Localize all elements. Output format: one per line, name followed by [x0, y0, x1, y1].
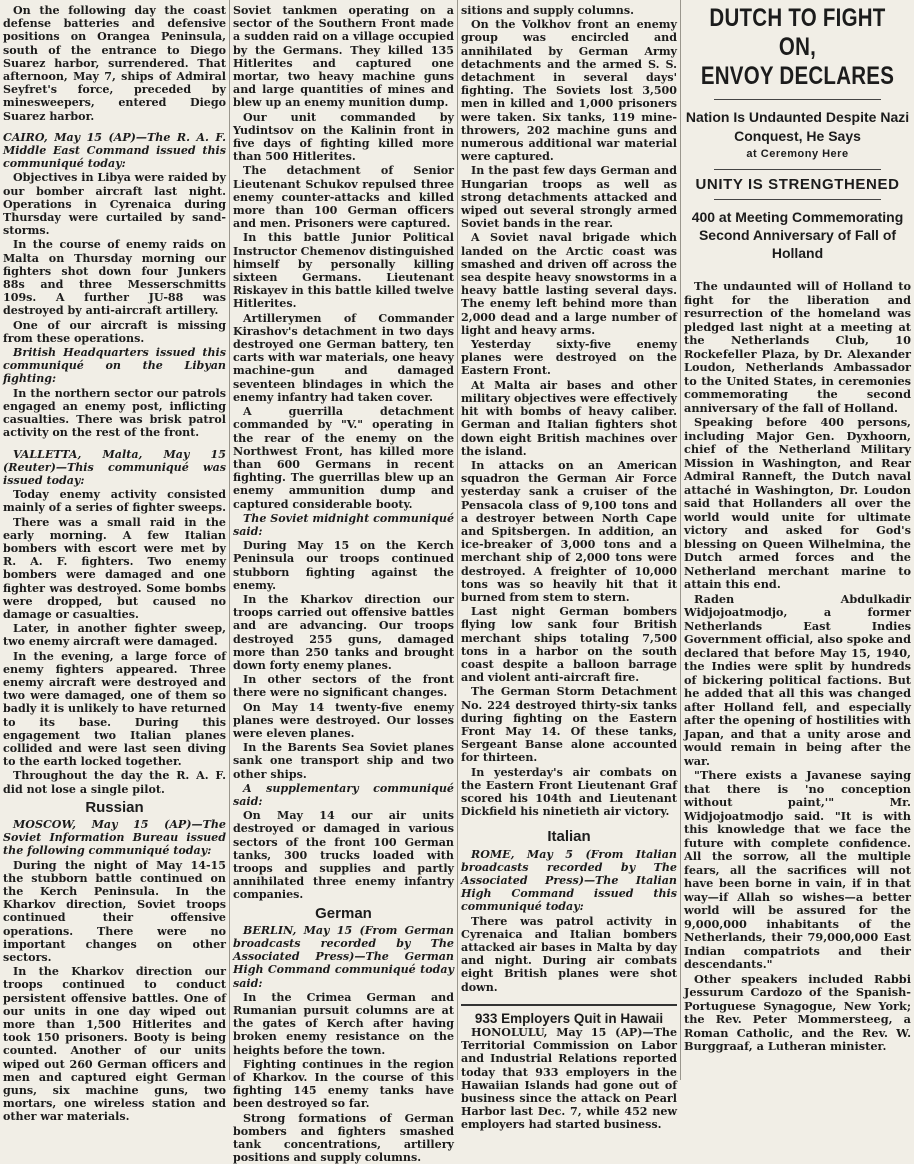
deck-headline: UNITY IS STRENGTHENED	[695, 176, 900, 194]
divider	[461, 1004, 677, 1006]
paragraph: The German Storm Detachment No. 224 destroyed thirty-six tanks during fighting on the Eastern Front May 14. Of these tanks, Sergeant Banse alone accounted for thirteen.	[461, 685, 677, 765]
dateline: MOSCOW, May 15 (AP)—The Soviet Information Bureau issued the following communiqué today:	[3, 817, 226, 858]
main-headline	[688, 4, 907, 91]
section-heading: Italian	[547, 828, 591, 846]
paragraph: In the northern sector our patrols engaged an enemy post, inflicting casualties. There was brisk patrol activity on the rest of the front.	[3, 386, 226, 440]
paragraph: In the Kharkov direction our troops continued to conduct persistent offensive battles. One of our units in one day wiped out more than 1,500 Hitlerites and took 150 prisoners. Booty is being counted. Another of our units wiped out 260 German officers and men and captured eight German guns, six machine guns, two mortars, one wireless station and other war materials.	[3, 965, 226, 1124]
headline-line: ENVOY DECLARES	[700, 62, 895, 90]
paragraph: Fighting continues in the region of Kharkov. In the course of this fighting 145 enemy tanks have been destroyed so far.	[233, 1057, 454, 1111]
paragraph: On May 14 our air units destroyed or damaged in various sectors of the front 100 German tanks, 300 trucks loaded with troops and supplies and partly annihilated three enemy infantry companies.	[233, 809, 454, 902]
paragraph: A Soviet naval brigade which landed on the Arctic coast was smashed and driven off across the sea despite heavy snowstorms in a heavy battle lasting several days. The enemy left behind more than 2,000 dead and a large number of light and heavy arms.	[461, 231, 677, 337]
column-4	[681, 0, 914, 1080]
paragraph: Later, in another fighter sweep, two enemy aircraft were damaged.	[3, 622, 226, 649]
story-headline: 933 Employers Quit in Hawaii	[474, 1010, 664, 1026]
dateline: VALLETTA, Malta, May 15 (Reuter)—This communiqué was issued today:	[3, 447, 226, 487]
column-3	[458, 0, 680, 1132]
paragraph: The detachment of Senior Lieutenant Schukov repulsed three enemy counter-attacks and killed more than 100 German officers and men. Prisoners were captured.	[233, 164, 454, 231]
paragraph: Raden Abdulkadir Widjojoatmodjo, a former Netherlands East Indies Government official, also spoke and declared that before May 15, 1940, the Indies were split by hundreds of bickering political factions. But he added that all this was changed after Holland fell, and especially after the opening of hostilities with Japan, and that a unity arose and would remain in being after the war.	[684, 591, 911, 768]
paragraph: Last night German bombers flying low sank four British merchant ships totaling 7,500 tons in a harbor on the south coast despite a balloon barrage and violent anti-aircraft fire.	[461, 605, 677, 685]
paragraph: At Malta air bases and other military objectives were effectively hit with bombs of heavy caliber. German and Italian fighters shot down eight British machines over the island.	[461, 378, 677, 458]
paragraph: A guerrilla detachment commanded by "V." operating in the rear of the enemy on the Northwest Front, has killed more than 600 Germans in recent fighting. The guerrillas blew up an enemy ammunition dump and captured considerable booty.	[233, 405, 454, 511]
paragraph: In the Crimea German and Rumanian pursuit columns are at the gates of Kerch after having broken enemy resistance on the heights before the town.	[233, 990, 454, 1057]
paragraph: Artillerymen of Commander Kirashov's detachment in two days destroyed one German battery, ten carts with war materials, one heavy machine-gun and damaged seventeen blindages in which the enemy infantry had taken cover.	[233, 311, 454, 404]
paragraph: In the course of enemy raids on Malta on Thursday morning our fighters shot down four Junkers 88s and three Messerschmitts 109s. A further JU-88 was destroyed by anti-aircraft artillery.	[3, 238, 226, 318]
paragraph: In other sectors of the front there were no significant changes.	[233, 673, 454, 700]
paragraph: HONOLULU, May 15 (AP)—The Territorial Commission on Labor and Industrial Relations reported today that 933 employers in the Hawaiian Islands had gone out of business since the attack on Pearl Harbor last Dec. 7, while 452 new employers had started business.	[461, 1026, 677, 1132]
deck-headline: 400 at Meeting Commemorating Second Anniversary of Fall of Holland	[691, 209, 904, 262]
divider	[714, 199, 881, 200]
paragraph: Today enemy activity consisted mainly of a series of fighter sweeps.	[3, 488, 226, 515]
paragraph: Speaking before 400 persons, including Major Gen. Dyxhoorn, chief of the Netherland Military Mission in Washington, and Rear Admiral Ranneft, the Dutch naval attaché in Washington, Dr. Loudon said that Hollanders all over the world would unite for ultimate victory and asked for God's blessing on Queen Wilhelmina, the Dutch armed forces and the Netherland merchant marine to attain this end.	[684, 415, 911, 592]
paragraph: One of our aircraft is missing from these operations.	[3, 318, 226, 345]
paragraph: In the evening, a large force of enemy fighters appeared. Three enemy aircraft were destroyed and two were damaged, one of them so badly it is unlikely to have returned to its base. During this engagement two Italian planes collided and were last seen diving to the earth locked together.	[3, 649, 226, 769]
paragraph: In the Kharkov direction our troops carried out offensive battles and are advancing. Our troops destroyed 255 guns, damaged more than 250 tanks and brought down forty enemy planes.	[233, 592, 454, 672]
dateline: The Soviet midnight communiqué said:	[233, 511, 455, 538]
paragraph: Yesterday sixty-five enemy planes were destroyed on the Eastern Front.	[461, 338, 677, 378]
column-1	[0, 0, 229, 1124]
paragraph: On the following day the coast defense batteries and defensive positions on Orangea Peninsula, south of the entrance to Diego Suarez harbor, surrendered. That afternoon, May 7, ships of Admiral Seyfret's force, preceded by minesweepers, entered Diego Suarez harbor.	[3, 4, 226, 123]
paragraph: On the Volkhov front an enemy group was encircled and annihilated by German Army detachments and the armed S. S. detachment in several days' fighting. The Soviets lost 3,500 men in killed and 1,000 prisoners were taken. Six tanks, 119 mine-throwers, 202 machine guns and numerous additional war material were captured.	[461, 18, 677, 164]
headline-line: DUTCH TO FIGHT ON,	[709, 4, 886, 61]
paragraph: Strong formations of German bombers and fighters smashed tank concentrations, artillery positions and supply columns.	[233, 1111, 454, 1164]
paragraph: In this battle Junior Political Instructor Chemenov distinguished himself by personally killing sixteen Germans. Lieutenant Riskayev in this battle killed twelve Hitlerites.	[233, 231, 454, 311]
paragraph: Objectives in Libya were raided by our bomber aircraft last night. Operations in Cyrenaica during Thursday were curtailed by sand-storms.	[3, 171, 226, 238]
section-heading: German	[315, 904, 372, 922]
divider	[714, 99, 881, 100]
paragraph: On May 14 twenty-five enemy planes were destroyed. Our losses were eleven planes.	[233, 700, 454, 740]
section-heading: Russian	[85, 798, 144, 816]
paragraph: In yesterday's air combats on the Eastern Front Lieutenant Graf scored his 104th and Lieutenant Dickfield his ninetieth air victory.	[461, 765, 677, 819]
dateline: ROME, May 5 (From Italian broadcasts recorded by The Associated Press)—The Italian High Command issued this communiqué today:	[461, 847, 677, 914]
paragraph: During May 15 on the Kerch Peninsula our troops continued stubborn fighting against the enemy.	[233, 539, 454, 592]
paragraph: In attacks on an American squadron the German Air Force yesterday sank a cruiser of the Pensacola class of 9,100 tons and a destroyer between North Cape and Spitsbergen. In addition, an ice-breaker of 3,000 tons and a merchant ship of 2,000 tons were destroyed. A freighter of 10,000 tons was so heavily hit that it burned from stem to stern.	[461, 458, 677, 604]
dateline: BERLIN, May 15 (From German broadcasts recorded by The Associated Press)—The German High Command communiqué today said:	[233, 923, 454, 990]
paragraph: "There exists a Javanese saying that there is 'no conception without paint,'" Mr. Widjojoatmodjo said. "It is with this knowledge that we face the future with complete confidence. All the sorrow, all the multiple fears, all the sacrifices will not have been borne in vain, if in that way—if Allah so wishes—a better world will be assured for the 9,000,000 inhabitants of the Netherlands, their 79,000,000 East Indian compatriots and their descendants."	[684, 768, 911, 972]
paragraph: There was patrol activity in Cyrenaica and Italian bombers attacked air bases in Malta by day and night. During air combats eight British planes were shot down.	[461, 914, 677, 994]
dateline: British Headquarters issued this communiqué on the Libyan fighting:	[3, 346, 226, 386]
dateline: CAIRO, May 15 (AP)—The R. A. F. Middle East Command issued this communiqué today:	[3, 130, 226, 171]
paragraph: During the night of May 14-15 the stubborn battle continued on the Kerch Peninsula. In the Kharkov direction, Soviet troops continued their offensive operations. There were no important changes on other sectors.	[3, 858, 226, 965]
divider	[714, 169, 881, 170]
paragraph: Throughout the day the R. A. F. did not lose a single pilot.	[3, 769, 226, 796]
paragraph: There was a small raid in the early morning. A few Italian bombers with escort were met by R. A. F. fighters. Two enemy bombers were damaged and one fighter was destroyed. Some bombs were dropped, but caused no damage or casualties.	[3, 515, 226, 621]
paragraph: Our unit commanded by Yudintsov on the Kalinin front in five days of fighting killed more than 500 Hitlerites.	[233, 110, 454, 164]
deck-headline: Nation Is Undaunted Despite Nazi Conquest, He Says	[685, 109, 910, 144]
dateline: A supplementary communiqué said:	[233, 781, 454, 808]
paragraph: In the past few days German and Hungarian troops as well as strong detachments attacked and wiped out several strongly armed Soviet bands in the rear.	[461, 164, 677, 231]
deck-subline: at Ceremony Here	[746, 148, 849, 160]
paragraph: Other speakers included Rabbi Jessurum Cardozo of the Spanish-Portuguese Synagogue, New York; the Rev. Peter Mommersteeg, a Roman Catholic, and the Rev. W. Burggraaf, a Lutheran minister.	[684, 971, 911, 1054]
paragraph: Soviet tankmen operating on a sector of the Southern Front made a sudden raid on a village occupied by the Germans. They killed 135 Hitlerites and captured one mortar, two heavy machine guns and large quantities of mines and blew up an enemy munition dump.	[233, 4, 454, 110]
paragraph: sitions and supply columns.	[461, 4, 634, 17]
paragraph: In the Barents Sea Soviet planes sank one transport ship and two other ships.	[233, 741, 454, 781]
column-2	[230, 0, 457, 1164]
paragraph: The undaunted will of Holland to fight for the liberation and resurrection of the homeland was pledged last night at a meeting at the Netherlands Club, 10 Rockefeller Plaza, by Dr. Alexander Loudon, Netherlands Ambassador to the United States, in ceremonies commemorating the second anniversary of the fall of Holland.	[684, 279, 911, 415]
